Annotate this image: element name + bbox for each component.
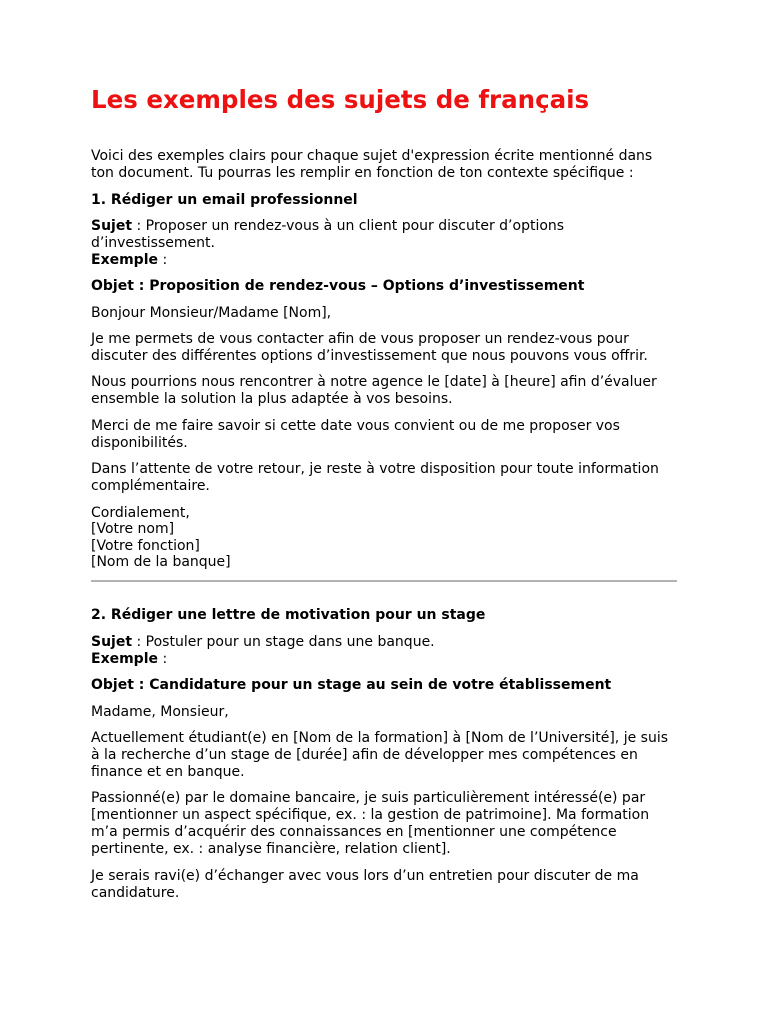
section-heading: 2. Rédiger une lettre de motivation pour un stage (91, 607, 486, 623)
paragraph-line: m’a permis d’acquérir des connaissances en [mentionner une compétence (91, 824, 617, 840)
paragraph-line: disponibilités. (91, 435, 188, 451)
paragraph-line: à la recherche d’un stage de [durée] afin de développer mes compétences en (91, 747, 638, 763)
paragraph-line: [mentionner un aspect spécifique, ex. : la gestion de patrimoine]. Ma formation (91, 807, 650, 823)
greeting: Madame, Monsieur, (91, 704, 229, 720)
sujet-label: Sujet (91, 218, 133, 234)
exemple-colon: : (158, 252, 168, 268)
objet-line: Objet : Proposition de rendez-vous – Options d’investissement (91, 278, 585, 294)
sujet-text: : Postuler pour un stage dans une banque. (132, 634, 435, 650)
exemple-label: Exemple (91, 651, 158, 667)
sujet-text-continued: d’investissement. (91, 235, 215, 251)
intro-line: ton document. Tu pourras les remplir en fonction de ton contexte spécifique : (91, 165, 634, 181)
signature-line: [Votre fonction] (91, 538, 200, 554)
signature-line: [Votre nom] (91, 521, 175, 537)
paragraph-line: Je me permets de vous contacter afin de vous proposer un rendez-vous pour (91, 331, 629, 347)
sujet-label: Sujet (91, 634, 133, 650)
intro-line: Voici des exemples clairs pour chaque sujet d'expression écrite mentionné dans (91, 148, 653, 164)
paragraph-line: complémentaire. (91, 478, 210, 494)
paragraph-line: Nous pourrions nous rencontrer à notre agence le [date] à [heure] afin d’évaluer (91, 374, 657, 390)
paragraph-line: finance et en banque. (91, 764, 245, 780)
objet-line: Objet : Candidature pour un stage au sein de votre établissement (91, 677, 612, 693)
sujet-text: : Proposer un rendez-vous à un client pour discuter d’options (132, 218, 565, 234)
section-heading: 1. Rédiger un email professionnel (91, 192, 358, 208)
paragraph-line: Je serais ravi(e) d’échanger avec vous lors d’un entretien pour discuter de ma (91, 868, 639, 884)
paragraph-line: pertinente, ex. : analyse financière, relation client]. (91, 841, 451, 857)
exemple-colon: : (158, 651, 168, 667)
paragraph-line: Merci de me faire savoir si cette date vous convient ou de me proposer vos (91, 418, 620, 434)
paragraph-line: ensemble la solution la plus adaptée à vos besoins. (91, 391, 453, 407)
greeting: Bonjour Monsieur/Madame [Nom], (91, 305, 332, 321)
paragraph-line: Passionné(e) par le domaine bancaire, je suis particulièrement intéressé(e) par (91, 790, 646, 806)
exemple-label: Exemple (91, 252, 158, 268)
exemple-line (91, 651, 167, 668)
document-title: Les exemples des sujets de français (91, 85, 590, 114)
paragraph-line: Dans l’attente de votre retour, je reste à votre disposition pour toute information (91, 461, 659, 477)
paragraph-line: discuter des différentes options d’investissement que nous pouvons vous offrir. (91, 348, 648, 364)
exemple-line (91, 252, 167, 269)
section-divider (91, 580, 677, 582)
paragraph-line: Actuellement étudiant(e) en [Nom de la formation] à [Nom de l’Université], je suis (91, 730, 669, 746)
sujet-line (91, 218, 564, 235)
signature-line: Cordialement, (91, 505, 190, 521)
sujet-line (91, 634, 435, 651)
signature-line: [Nom de la banque] (91, 554, 231, 570)
paragraph-line: candidature. (91, 885, 180, 901)
